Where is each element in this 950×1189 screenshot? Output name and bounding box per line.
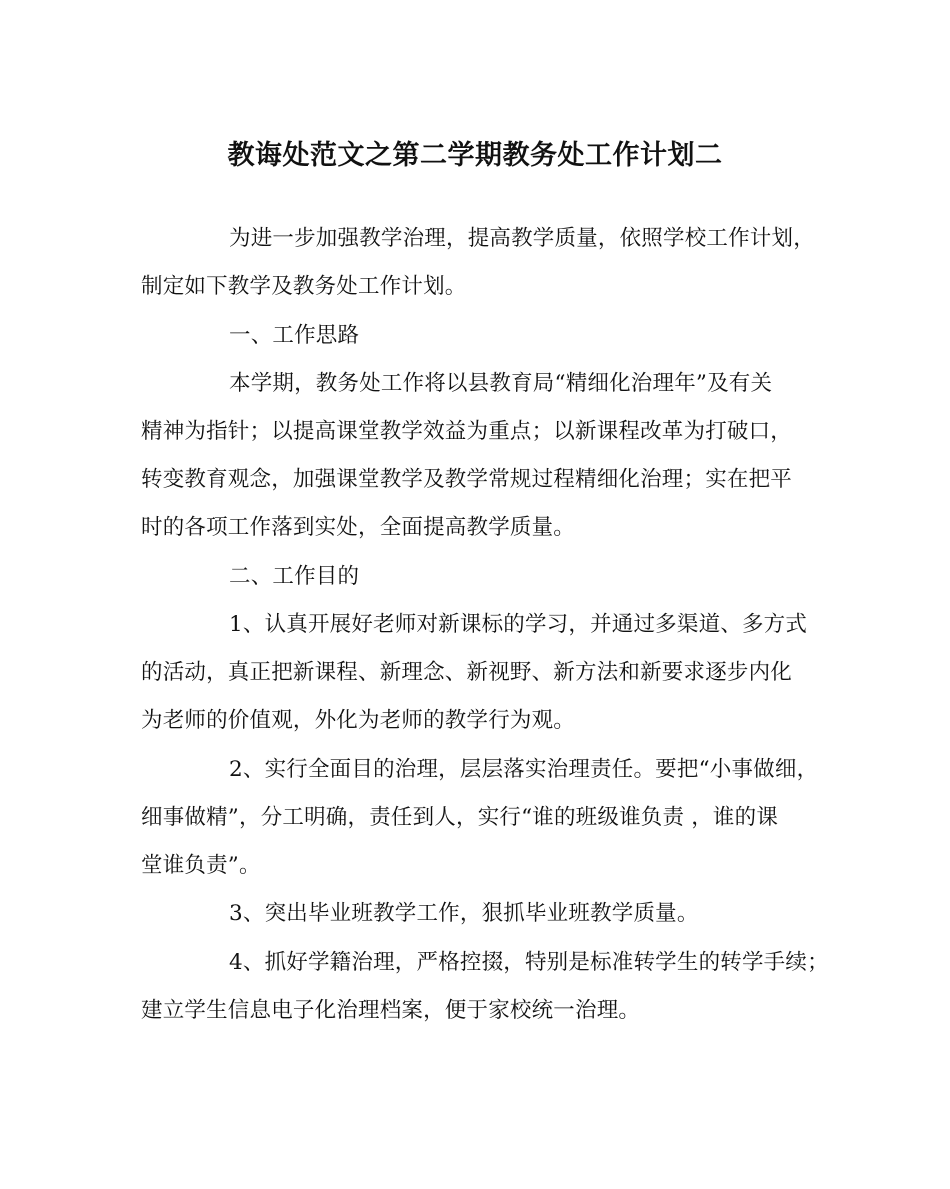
paragraph-goal2-line-3: 堂谁负责”。	[141, 853, 261, 878]
paragraph-goal4-line-2: 建立学生信息电子化治理档案，便于家校统一治理。	[141, 998, 641, 1023]
paragraph-goal2-line-2: 细事做精”，分工明确，责任到人，实行“谁的班级谁负责 ，谁的课	[141, 805, 779, 830]
paragraph-goal2-line-1: 2、实行全面目的治理，层层落实治理责任。要把“小事做细，	[229, 757, 819, 782]
paragraph-intro-line-1: 为进一步加强教学治理，提高教学质量，依照学校工作计划，	[229, 226, 815, 251]
paragraph-goal3-line-1: 3、突出毕业班教学工作，狠抓毕业班教学质量。	[229, 901, 699, 926]
document-title: 教诲处范文之第二学期教务处工作计划二	[227, 140, 723, 171]
paragraph-ideas-line-3: 转变教育观念，加强课堂教学及教学常规过程精细化治理；实在把平	[141, 467, 793, 492]
paragraph-ideas-line-2: 精神为指针；以提高课堂教学效益为重点；以新课程改革为打破口，	[141, 419, 793, 444]
paragraph-ideas-line-1: 本学期，教务处工作将以县教育局“精细化治理年”及有关	[229, 371, 773, 396]
paragraph-goal1-line-2: 的活动，真正把新课程、新理念、新视野、新方法和新要求逐步内化	[141, 660, 793, 685]
section-heading-work-goals: 二、工作目的	[229, 564, 360, 589]
paragraph-ideas-line-4: 时的各项工作落到实处，全面提高教学质量。	[141, 515, 576, 540]
paragraph-goal4-line-1: 4、抓好学籍治理，严格控掇，特别是标准转学生的转学手续；	[229, 950, 829, 975]
paragraph-intro-line-2: 制定如下教学及教务处工作计划。	[141, 274, 467, 299]
paragraph-goal1-line-3: 为老师的价值观，外化为老师的教学行为观。	[141, 708, 576, 733]
paragraph-goal1-line-1: 1、认真开展好老师对新课标的学习，并通过多渠道、多方式	[229, 612, 808, 637]
section-heading-work-ideas: 一、工作思路	[229, 323, 360, 348]
